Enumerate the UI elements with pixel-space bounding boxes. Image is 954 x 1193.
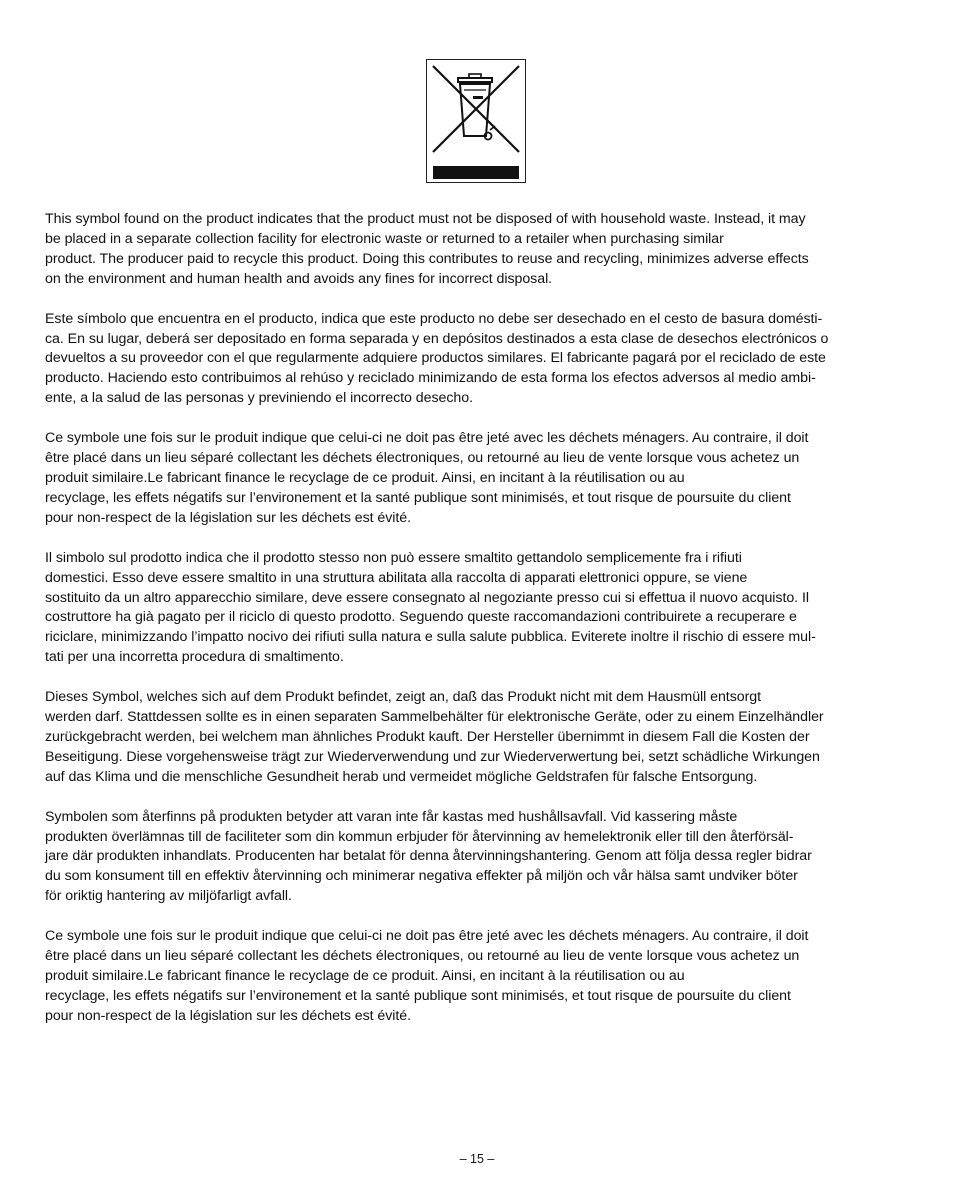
text-line: producto. Haciendo esto contribuimos al rehúso y reciclado minimizando de esta forma los efectos adversos al medio ambi-: [45, 370, 816, 387]
text-line: on the environment and human health and avoids any fines for incorrect disposal.: [45, 270, 553, 287]
text-line: Beseitigung. Diese vorgehensweise trägt zur Wiederverwendung und zur Wiederverwertung bei, setzt schädliche Wirkungen: [45, 748, 820, 765]
text-line: produit similaire.Le fabricant finance le recyclage de ce produit. Ainsi, en incitant à la réutilisation ou au: [45, 469, 685, 486]
text-line: riciclare, minimizzando l’impatto nocivo dei rifiuti sulla natura e sulla salute pubblica. Eviterete inoltre il rischio di essere mul-: [45, 629, 816, 646]
text-line: produit similaire.Le fabricant finance le recyclage de ce produit. Ainsi, en incitant à la réutilisation ou au: [45, 968, 685, 984]
text-line: domestici. Esso deve essere smaltito in una struttura abilitata alla raccolta di apparati elettronici oppure, se viene: [45, 569, 748, 586]
text-line: ente, a la salud de las personas y previniendo el incorrecto desecho.: [45, 390, 473, 407]
text-line: produkten överlämnas till de faciliteter som din kommun erbjuder för återvinning av hemelektronik eller till den återförsäl-: [45, 828, 794, 845]
paragraph-french-repeat: [45, 927, 913, 1027]
text-line: be placed in a separate collection facility for electronic waste or returned to a retailer when purchasing similar: [45, 230, 724, 247]
text-line: Il simbolo sul prodotto indica che il prodotto stesso non può essere smaltito gettandolo semplicemente fra i rifiuti: [45, 549, 742, 566]
paragraph-spanish: [45, 310, 913, 410]
text-line: auf das Klima und die menschliche Gesundheit herab und vermeidet mögliche Geldstrafen für falsche Entsorgung.: [45, 768, 758, 785]
text-line: recyclage, les effets négatifs sur l’environement et la santé publique sont minimisés, et tout risque de poursuite du client: [45, 489, 791, 506]
text-line: Symbolen som återfinns på produkten betyder att varan inte får kastas med hushållsavfall. Vid kassering måste: [45, 808, 738, 825]
text-line: Este símbolo que encuentra en el producto, indica que este producto no debe ser desechado en el cesto de basura domésti-: [45, 310, 823, 327]
text-line: ca. En su lugar, deberá ser depositado en forma separada y en depósitos destinados a esta clase de desechos electrónicos o: [45, 330, 829, 347]
text-line: zurückgebracht werden, bei welchem man ähnliches Produkt kauft. Der Hersteller übernimmt in diesem Fall die Kosten der: [45, 728, 810, 745]
text-line: pour non-respect de la législation sur les déchets est évité.: [45, 1007, 412, 1024]
paragraph-french: [45, 429, 913, 529]
text-line: product. The producer paid to recycle this product. Doing this contributes to reuse and recycling, minimizes adverse effects: [45, 250, 809, 267]
text-line: werden darf. Stattdessen sollte es in einen separaten Sammelbehälter für elektronische Geräte, oder zu einem Einzelhändler: [45, 709, 824, 726]
text-line: Ce symbole une fois sur le produit indique que celui-ci ne doit pas être jeté avec les déchets ménagers. Au contraire, il doit: [45, 928, 809, 945]
page-number: – 15 –: [459, 1152, 495, 1166]
text-line: Dieses Symbol, welches sich auf dem Produkt befindet, zeigt an, daß das Produkt nicht mit dem Hausmüll entsorgt: [45, 689, 761, 706]
paragraph-swedish: [45, 808, 913, 908]
text-line: för oriktig hantering av miljöfarligt avfall.: [45, 888, 292, 905]
text-line: jare där produkten inhandlats. Producenten har betalat för denna återvinningshantering. Genom att följa dessa regler bidrar: [45, 848, 812, 865]
text-line: Ce symbole une fois sur le produit indique que celui-ci ne doit pas être jeté avec les déchets ménagers. Au contraire, il doit: [45, 430, 809, 447]
paragraph-english: [45, 210, 913, 290]
paragraph-italian: [45, 549, 913, 668]
text-line: devueltos a su proveedor con el que regularmente adquiere productos similares. El fabricante pagará por el reciclado de este: [45, 350, 826, 367]
text-line: être placé dans un lieu séparé collectant les déchets électroniques, ou retourné au lieu de vente lorsque vous achetez un: [45, 948, 800, 965]
paragraph-german: [45, 688, 913, 788]
text-line: du som konsument till en effektiv återvinning och minimerar negativa effekter på miljön och vår hälsa samt undviker böter: [45, 868, 798, 885]
text-line: pour non-respect de la législation sur les déchets est évité.: [45, 509, 412, 526]
text-line: sostituito da un altro apparecchio similare, deve essere consegnato al negoziante presso cui si effettua il nuovo acquisto. Il: [45, 589, 809, 606]
text-line: recyclage, les effets négatifs sur l’environement et la santé publique sont minimisés, et tout risque de poursuite du client: [45, 987, 791, 1004]
text-line: être placé dans un lieu séparé collectant les déchets électroniques, ou retourné au lieu de vente lorsque vous achetez un: [45, 450, 800, 467]
text-line: This symbol found on the product indicates that the product must not be disposed of with household waste. Instead, it may: [45, 211, 806, 227]
weee-bin-icon: [426, 59, 526, 183]
text-line: tati per una incorretta procedura di smaltimento.: [45, 649, 344, 666]
disposal-notice: [45, 210, 913, 1047]
text-line: costruttore ha già pagato per il riciclo di questo prodotto. Seguendo queste raccomandazioni contribuirete a recuperare e: [45, 609, 797, 626]
